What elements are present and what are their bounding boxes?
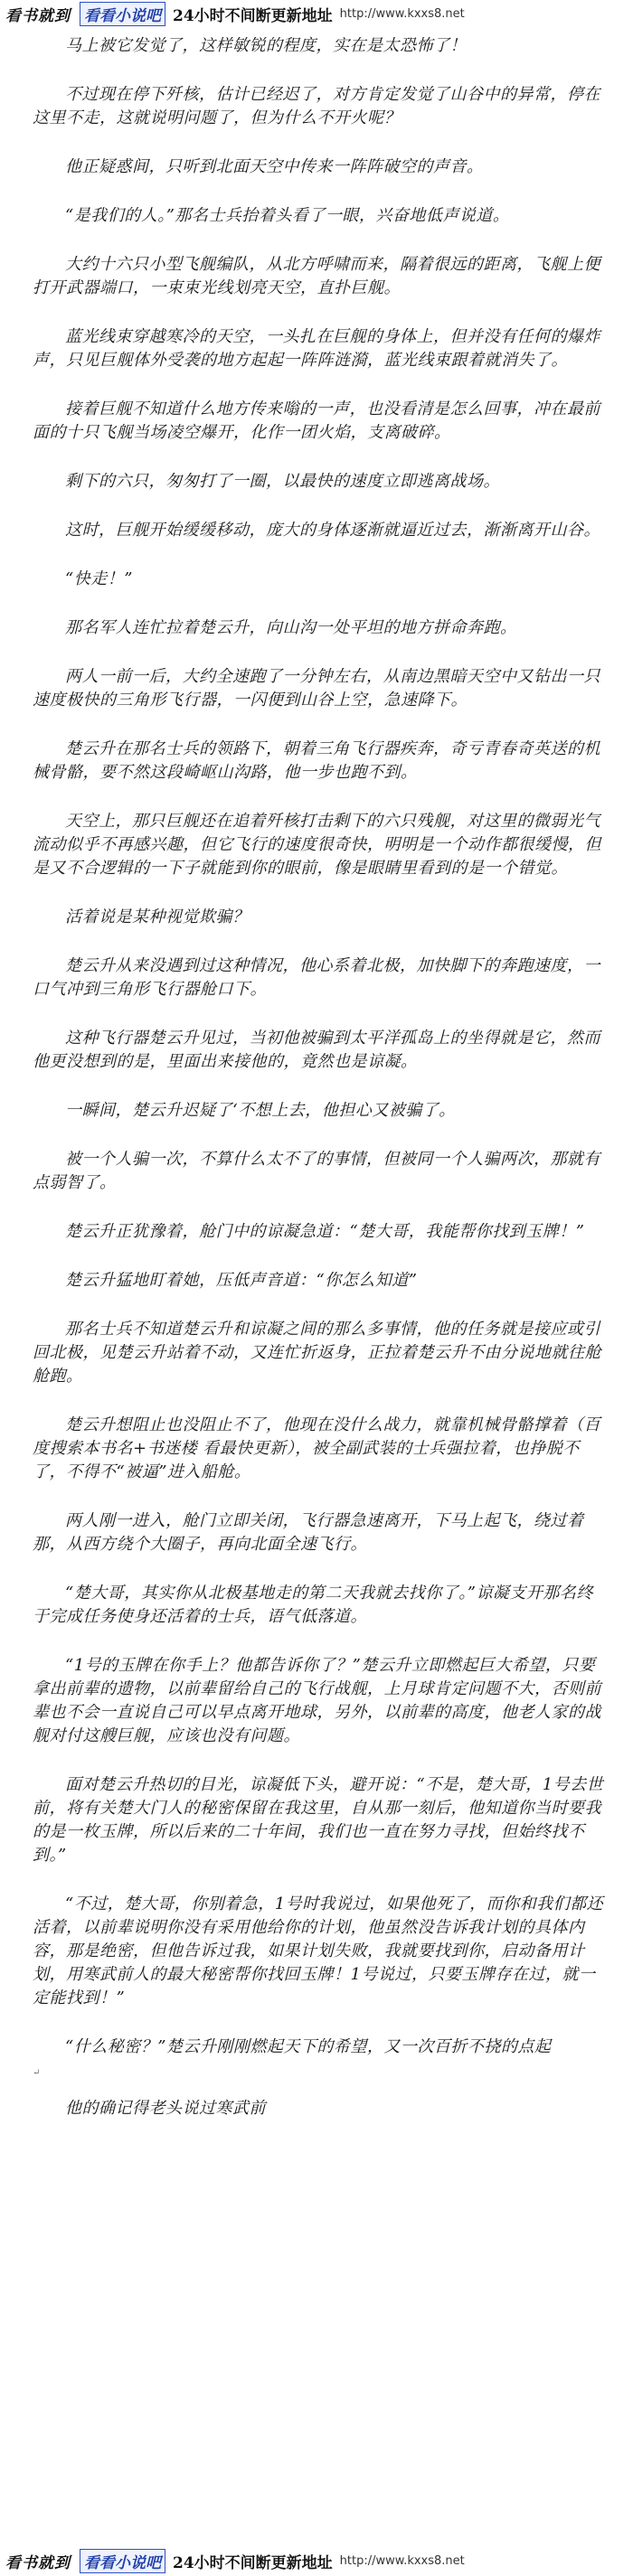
paragraph: 楚云升从来没遇到过这种情况，他心系着北极，加快脚下的奔跑速度，一口气冲到三角形飞行器舱口下。 [33, 956, 600, 999]
banner-url-link[interactable]: http://www.kxxs8.net [339, 6, 465, 21]
header-banner [0, 0, 633, 27]
paragraph: “是我们的人。”那名士兵抬着头看了一眼，兴奋地低声说道。 [65, 206, 510, 225]
paragraph: 那名士兵不知道楚云升和谅凝之间的那么多事情，他的任务就是接应或引回北极，见楚云升站着不动，又连忙折返身，正拉着楚云升不由分说地就往舱舱跑。 [33, 1320, 601, 1386]
paragraph: 被一个人骗一次，不算什么太不了的事情，但被同一个人骗两次，那就有点弱智了。 [33, 1150, 600, 1192]
paragraph: 两人一前一后，大约全速跑了一分钟左右，从南边黑暗天空中又钻出一只速度极快的三角形飞行器，一闪便到山谷上空，急速降下。 [33, 667, 600, 710]
banner-label: 看书就到 [5, 2553, 71, 2572]
paragraph: 楚云升想阻止也没阻止不了，他现在没什么战力，就靠机械骨骼撑着（百度搜索本书名+书迷楼 看最快更新），被全副武装的士兵强拉着，也挣脱不了，不得不“被逼”进入船舱。 [33, 1415, 600, 1481]
paragraph: 楚云升在那名士兵的领路下，朝着三角飞行器疾奔，奇亏青春奇英送的机械骨骼，要不然这段崎岖山沟路，他一步也跑不到。 [33, 739, 600, 782]
banner-site-logo[interactable]: 看看小说吧 [80, 2549, 165, 2573]
paragraph: 大约十六只小型飞舰编队，从北方呼啸而来，隔着很远的距离，飞舰上便打开武器端口，一束束光线划亮天空，直扑巨舰。 [33, 255, 600, 297]
paragraph: 这时，巨舰开始缓缓移动，庞大的身体逐渐就逼近过去，渐渐离开山谷。 [65, 521, 600, 540]
paragraph: “楚大哥，其实你从北极基地走的第二天我就去找你了。”谅凝支开那名终于完成任务使身还活着的士兵，语气低落道。 [33, 1584, 593, 1626]
paragraph: 蓝光线束穿越寒冷的天空，一头扎在巨舰的身体上，但并没有任何的爆炸声，只见巨舰体外受袭的地方起起一阵阵涟漪，蓝光线束跟着就消失了。 [33, 327, 600, 370]
paragraph: 活着说是某种视觉欺骗？ [65, 907, 250, 926]
paragraph: “什么秘密？”楚云升刚刚燃起天下的希望，又一次百折不挠的点起 [65, 2037, 552, 2056]
paragraph: 这种飞行器楚云升见过，当初他被骗到太平洋孤岛上的坐得就是它，然而他更没想到的是，里面出来接他的，竟然也是谅凝。 [33, 1029, 600, 1071]
line-break-marker: ↵ [33, 2068, 41, 2078]
paragraph: 那名军人连忙拉着楚云升，向山沟一处平坦的地方拼命奔跑。 [65, 618, 517, 637]
banner-tagline: 24小时不间断更新地址 [173, 6, 333, 25]
paragraph: 一瞬间，楚云升迟疑了‘不想上去，他担心又被骗了。 [65, 1101, 456, 1120]
paragraph: “不过，楚大哥，你别着急，1号时我说过，如果他死了，而你和我们都还活着，以前辈说明你没有采用他给你的计划，他虽然没告诉我计划的具体内容，那是绝密，但他告诉过我，如果计划失败，我就要找到你，启动备用计划，用寒武前人的最大秘密帮你找回玉牌！1号说过，只要玉牌存在过，就一定能找到！” [33, 1894, 604, 2007]
chapter-text [33, 34, 604, 2146]
paragraph: 剩下的六只，匆匆打了一圈，以最快的速度立即逃离战场。 [65, 472, 500, 491]
paragraph: “1号的玉牌在你手上？他都告诉你了？”楚云升立即燃起巨大希望，只要拿出前辈的遗物，以前辈留给自己的飞行战舰，上月球肯定问题不大，否则前辈也不会一直说自己可以早点离开地球，另外，以前辈的高度，他老人家的战舰对付这艘巨舰，应该也没有问题。 [33, 1656, 601, 1745]
paragraph: “快走！” [65, 569, 133, 588]
paragraph: 两人刚一进入，舱门立即关闭，飞行器急速离开，下马上起飞，绕过着那，从西方绕个大圈子，再向北面全速飞行。 [33, 1511, 584, 1554]
banner-tagline: 24小时不间断更新地址 [173, 2553, 333, 2572]
paragraph: 天空上，那只巨舰还在追着歼核打击剩下的六只残舰，对这里的微弱光气流动似乎不再感兴趣，但它飞行的速度很奇快，明明是一个动作都很缓慢，但是又不合逻辑的一下子就能到你的眼前，像是眼睛里看到的是一个错觉。 [33, 812, 601, 878]
banner-site-logo[interactable]: 看看小说吧 [80, 2, 165, 26]
banner-label: 看书就到 [5, 6, 71, 25]
paragraph-tail: 他的确记得老头说过寒武前 [65, 2099, 266, 2118]
paragraph: 面对楚云升热切的目光，谅凝低下头，避开说：“不是，楚大哥，1号去世前，将有关楚大门人的秘密保留在我这里，自从那一刻后，他知道你当时要我的是一枚玉牌，所以后来的二十年间，我们也一直在努力寻找，但始终找不到。” [33, 1775, 604, 1865]
paragraph: 他正疑惑间，只听到北面天空中传来一阵阵破空的声音。 [65, 157, 484, 176]
paragraph: 不过现在停下歼核，估计已经迟了，对方肯定发觉了山谷中的异常，停在这里不走，这就说明问题了，但为什么不开火呢？ [33, 85, 600, 127]
paragraph: 接着巨舰不知道什么地方传来嗡的一声，也没看清是怎么回事，冲在最前面的十只飞舰当场凌空爆开，化作一团火焰，支离破碎。 [33, 400, 600, 442]
banner-url-link[interactable]: http://www.kxxs8.net [339, 2553, 465, 2568]
paragraph: 楚云升正犹豫着，舱门中的谅凝急道：“楚大哥，我能帮你找到玉牌！” [65, 1222, 585, 1241]
paragraph: 楚云升猛地盯着她，压低声音道：“你怎么知道” [65, 1271, 418, 1290]
paragraph: 马上被它发觉了，这样敏锐的程度，实在是太恐怖了！ [65, 36, 467, 55]
footer-banner [0, 2547, 633, 2574]
